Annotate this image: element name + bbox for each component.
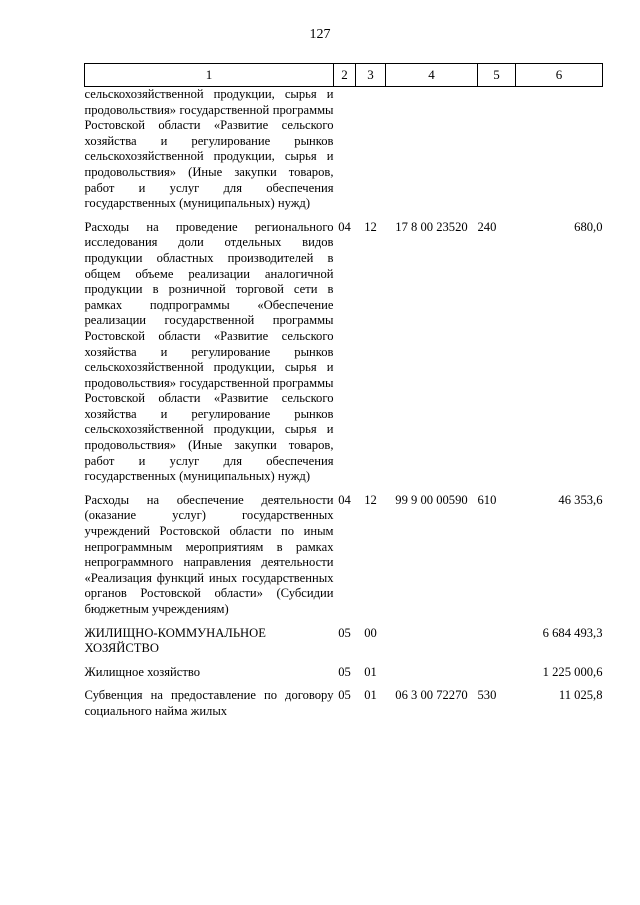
row-description: Расходы на проведение регионального исследования доли отдельных видов продукции областных производителей в общем объеме реализации аналогичной продукции в розничной торговой сети в рамках подпрограммы «Обеспечение реализации государственной программы Ростовской области «Развитие сельского хозяйства и регулирование рынков сельскохозяйственной продукции, сырья и продовольствия» государственной программы Ростовской области «Развитие сельского хозяйства и регулирование рынков сельскохозяйственной продукции, сырья и продовольствия» (Иные закупки товаров, работ и услуг для обеспечения государственных (муниципальных) нужд) [84,219,334,484]
column-header-5: 5 [478,64,516,87]
row-expense-type: 610 [477,492,497,507]
column-header-4: 4 [386,64,478,87]
row-target-article [386,665,478,689]
row-amount: 11 025,8 [558,688,603,703]
column-header-2: 2 [334,64,356,87]
budget-table [84,63,603,728]
column-header-3: 3 [356,64,386,87]
row-amount: 1 225 000,6 [542,664,603,679]
row-target-article: 17 8 00 23520 [395,219,468,234]
row-target-article: 99 9 00 00590 [395,492,468,507]
row-description: ЖИЛИЩНО-КОММУНАЛЬНОЕ ХОЗЯЙСТВО [84,625,266,656]
table-row [85,665,603,689]
table-row [85,87,603,220]
column-header-6: 6 [516,64,603,87]
row-expense-type [478,626,516,665]
table-row [85,626,603,665]
row-description: сельскохозяйственной продукции, сырья и продовольствия» государственной программы Ростовской области «Развитие сельского хозяйства и регулирование рынков сельскохозяйственной продукции, сырья и продовольствия» (Иные закупки товаров, работ и услуг для обеспечения государственных (муниципальных) нужд) [84,87,334,211]
row-section-code: 04 [338,492,351,507]
row-description: Субвенция на предоставление по договору социального найма жилых [84,688,334,718]
table-row [85,688,603,727]
row-target-article [386,87,478,220]
table-header-row [85,64,603,87]
row-target-article [386,626,478,665]
row-section-code: 05 [338,688,351,703]
row-section-code: 05 [338,664,351,679]
row-subsection-code: 12 [364,219,377,234]
table-row [85,220,603,493]
row-amount: 46 353,6 [558,492,603,507]
page-number: 127 [309,27,331,42]
row-subsection-code: 01 [364,688,377,703]
row-subsection-code: 00 [364,625,377,640]
row-subsection-code: 12 [364,492,377,507]
row-subsection-code: 01 [364,664,377,679]
row-amount: 6 684 493,3 [542,625,603,640]
row-description: Жилищное хозяйство [84,664,201,679]
row-section-code [334,87,356,220]
row-description: Расходы на обеспечение деятельности (оказание услуг) государственных учреждений Ростовской области по иным непрограммным мероприятиям в рамках непрограммного направления деятельности «Реализация функций иных государственных органов Ростовской области» (Субсидии бюджетным учреждениям) [84,492,334,616]
row-amount: 680,0 [574,219,603,234]
row-expense-type: 240 [477,219,497,234]
row-expense-type: 530 [477,688,497,703]
table-row [85,493,603,626]
row-expense-type [478,87,516,220]
row-amount [516,87,603,220]
row-expense-type [478,665,516,689]
row-subsection-code [356,87,386,220]
column-header-1: 1 [85,64,334,87]
row-target-article: 06 3 00 72270 [395,688,468,703]
row-section-code: 04 [338,219,351,234]
row-section-code: 05 [338,625,351,640]
